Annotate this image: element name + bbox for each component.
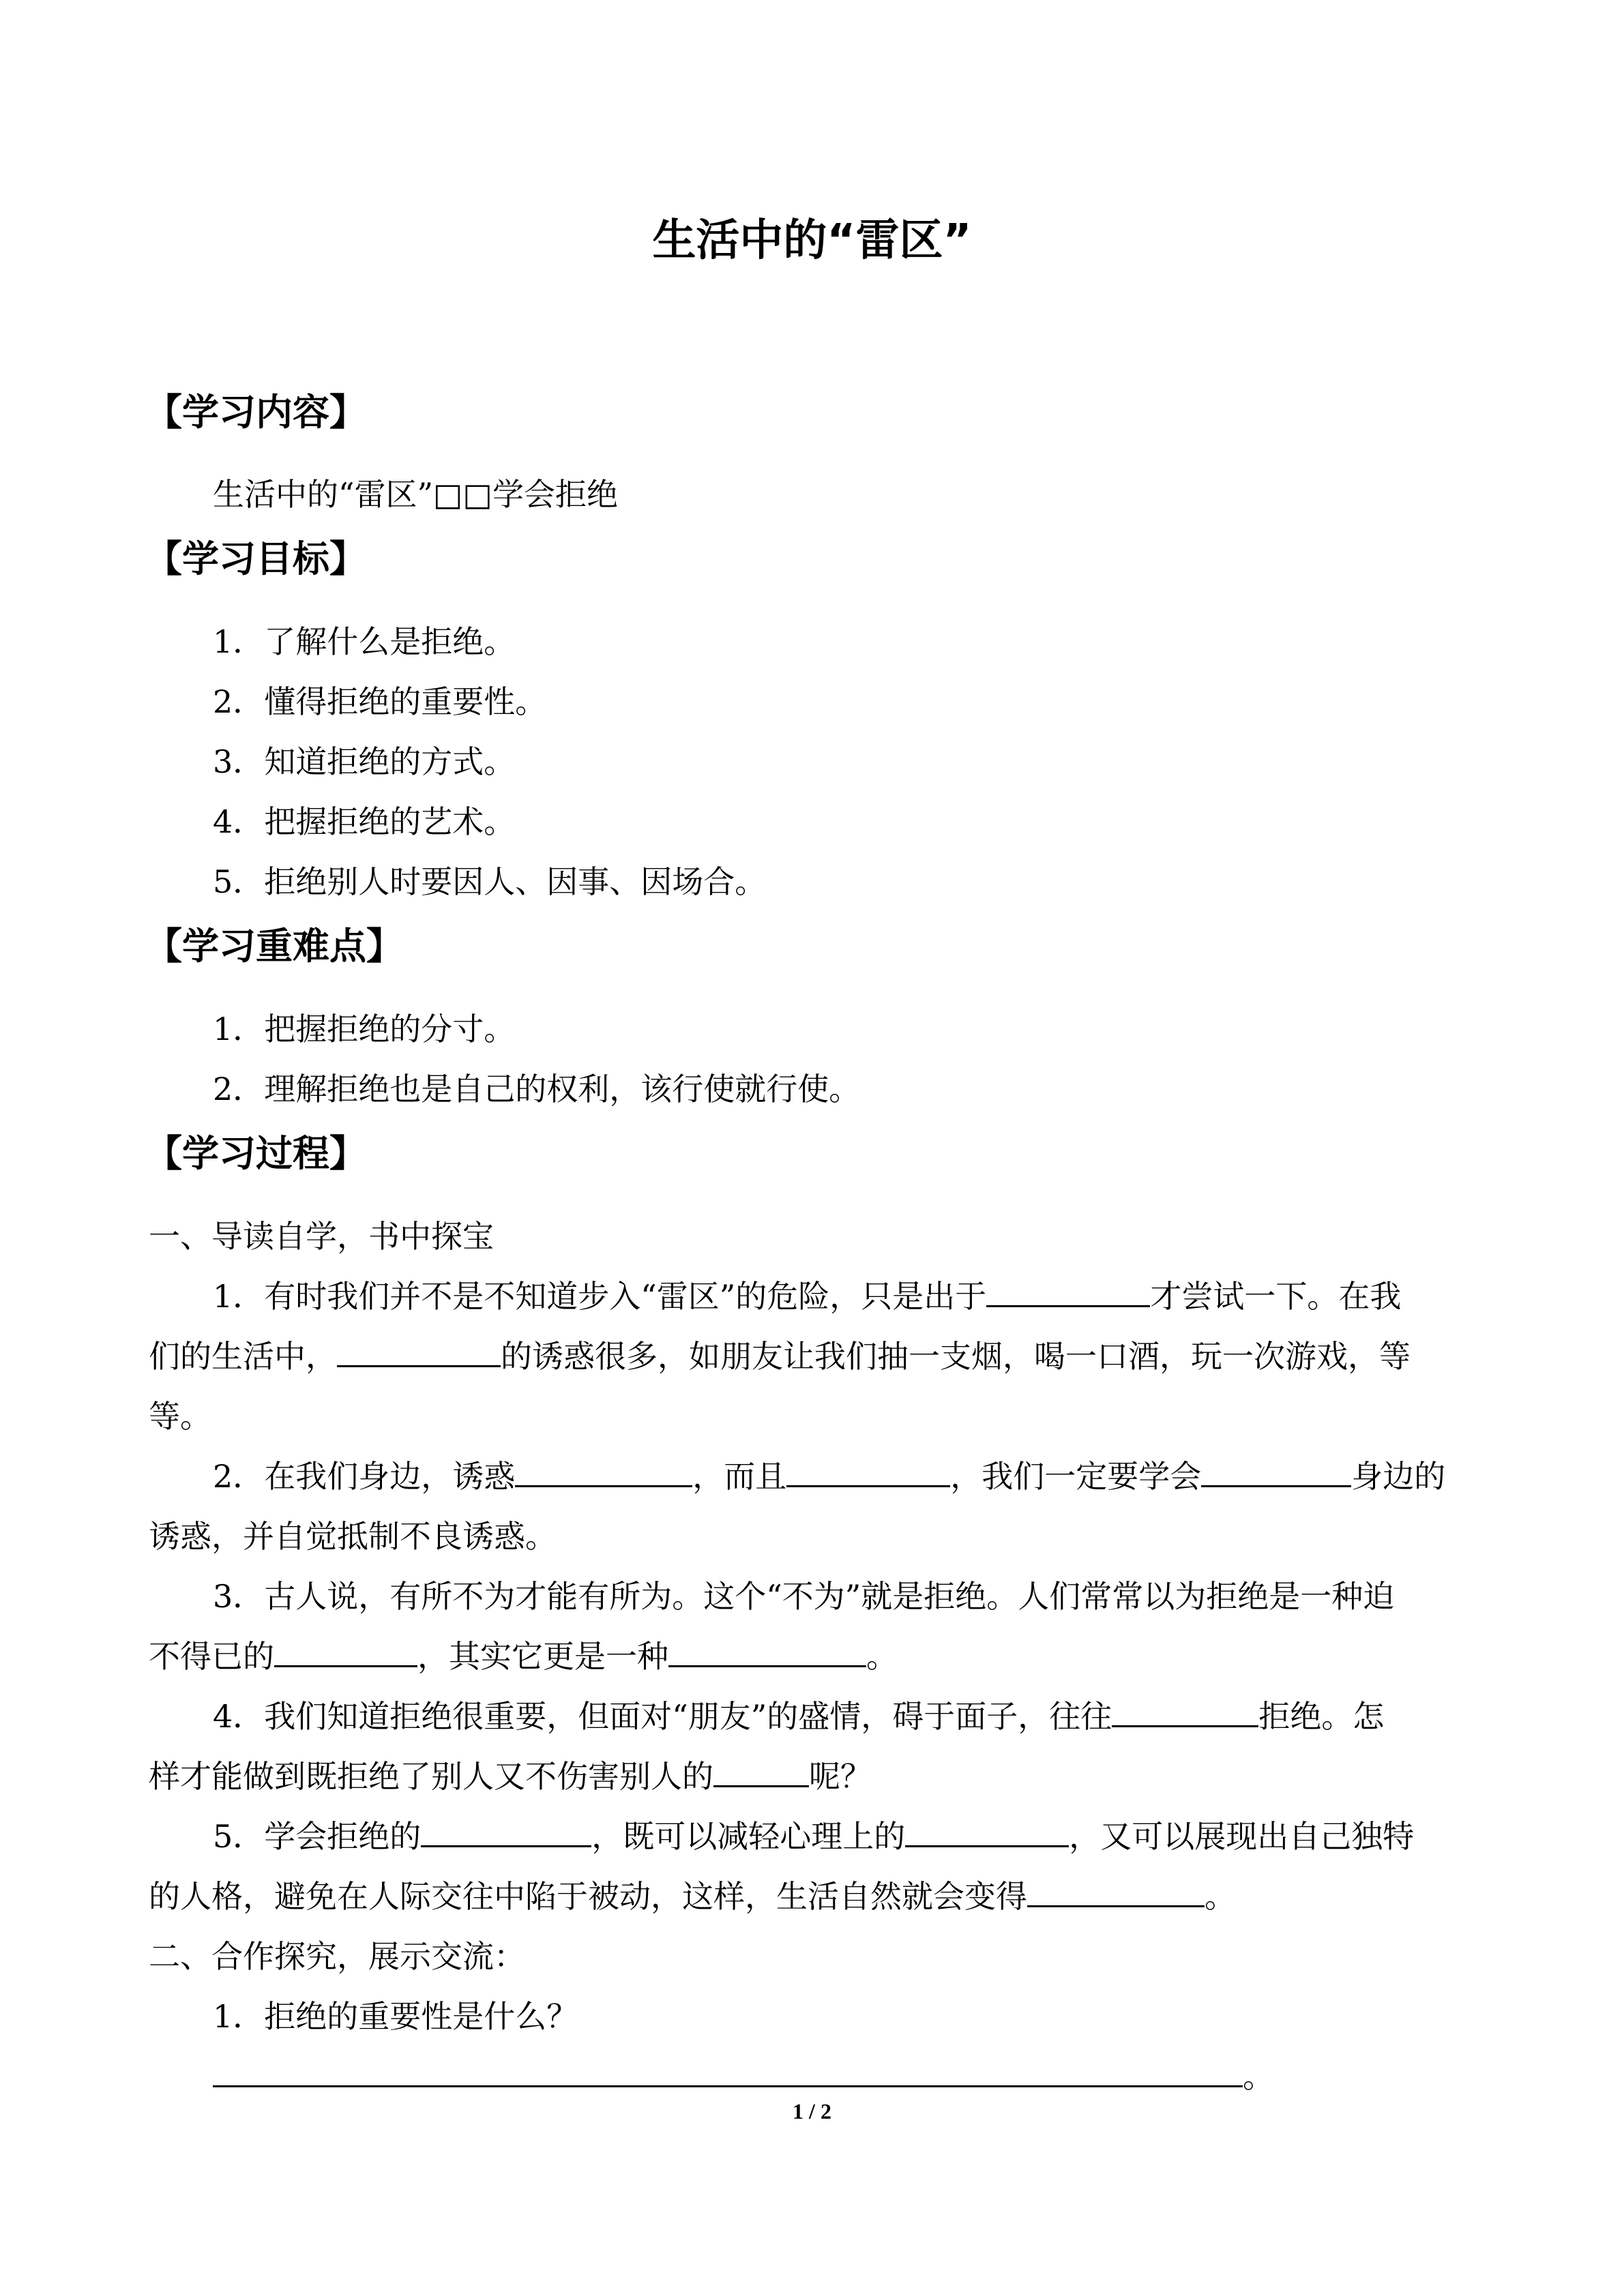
question-4-line-2: 样才能做到既拒绝了别人又不伤害别人的 呢？	[149, 1753, 872, 1800]
question-1-line-2: 们的生活中， 的诱惑很多，如朋友让我们抽一支烟，喝一口酒，玩一次游戏，等	[149, 1332, 1411, 1380]
question-2-line-1: 2．在我们身边，诱惑 ，而且 ，我们一定要学会 身边的	[213, 1452, 1445, 1500]
question-1-line-3: 等。	[149, 1398, 211, 1435]
answer-blank[interactable]	[1112, 1694, 1258, 1727]
goal-item: 1．了解什么是拒绝。	[213, 623, 516, 660]
question-2-line-2: 诱惑，并自觉抵制不良诱惑。	[149, 1518, 557, 1555]
section-heading-keypoints: 【学习重难点】	[145, 925, 403, 968]
answer-blank[interactable]	[213, 2054, 1243, 2087]
goal-item: 5．拒绝别人时要因人、因事、因场合。	[213, 863, 767, 900]
answer-blank[interactable]	[421, 1814, 591, 1847]
question-4-line-1: 4．我们知道拒绝很重要，但面对“朋友”的盛情，碍于面子，往往 拒绝。怎	[213, 1693, 1384, 1740]
part2-title: 二、合作探究，展示交流：	[149, 1938, 525, 1975]
question-3-line-2: 不得已的 ，其实它更是一种 。	[149, 1632, 898, 1680]
answer-blank[interactable]	[337, 1334, 501, 1367]
answer-blank[interactable]	[986, 1274, 1150, 1307]
part1-title: 一、导读自学，书中探宝	[149, 1218, 494, 1255]
section-heading-content: 【学习内容】	[145, 391, 366, 434]
answer-blank[interactable]	[515, 1454, 692, 1487]
answer-blank[interactable]	[1201, 1454, 1351, 1487]
section-heading-goals: 【学习目标】	[145, 537, 366, 580]
question-1-line-1: 1．有时我们并不是不知道步入“雷区”的危险，只是出于 才尝试一下。在我	[213, 1272, 1401, 1320]
goal-item: 2．懂得拒绝的重要性。	[213, 683, 547, 720]
discussion-answer-line: 。	[213, 2053, 1274, 2100]
answer-blank[interactable]	[274, 1634, 417, 1667]
keypoint-item: 1．把握拒绝的分寸。	[213, 1011, 516, 1047]
answer-blank[interactable]	[668, 1634, 866, 1667]
discussion-question-1: 1．拒绝的重要性是什么？	[213, 1998, 578, 2035]
page-number: 1 / 2	[793, 2099, 831, 2123]
question-5-line-2: 的人格，避免在人际交往中陷于被动，这样，生活自然就会变得 。	[149, 1873, 1236, 1920]
content-text: 生活中的“雷区”□□学会拒绝	[213, 476, 618, 513]
answer-blank[interactable]	[786, 1454, 950, 1487]
goal-item: 3．知道拒绝的方式。	[213, 743, 516, 780]
answer-blank[interactable]	[905, 1814, 1069, 1847]
question-3-line-1: 3．古人说，有所不为才能有所为。这个“不为”就是拒绝。人们常常以为拒绝是一种迫	[213, 1578, 1395, 1615]
keypoint-item: 2．理解拒绝也是自己的权利，该行使就行使。	[213, 1071, 861, 1107]
question-5-line-1: 5．学会拒绝的 ，既可以减轻心理上的 ，又可以展现出自己独特	[213, 1813, 1414, 1860]
answer-blank[interactable]	[1027, 1874, 1205, 1907]
section-heading-process: 【学习过程】	[145, 1132, 366, 1175]
goal-item: 4．把握拒绝的艺术。	[213, 803, 516, 840]
answer-blank[interactable]	[713, 1754, 809, 1787]
page-title: 生活中的“雷区”	[652, 215, 972, 266]
